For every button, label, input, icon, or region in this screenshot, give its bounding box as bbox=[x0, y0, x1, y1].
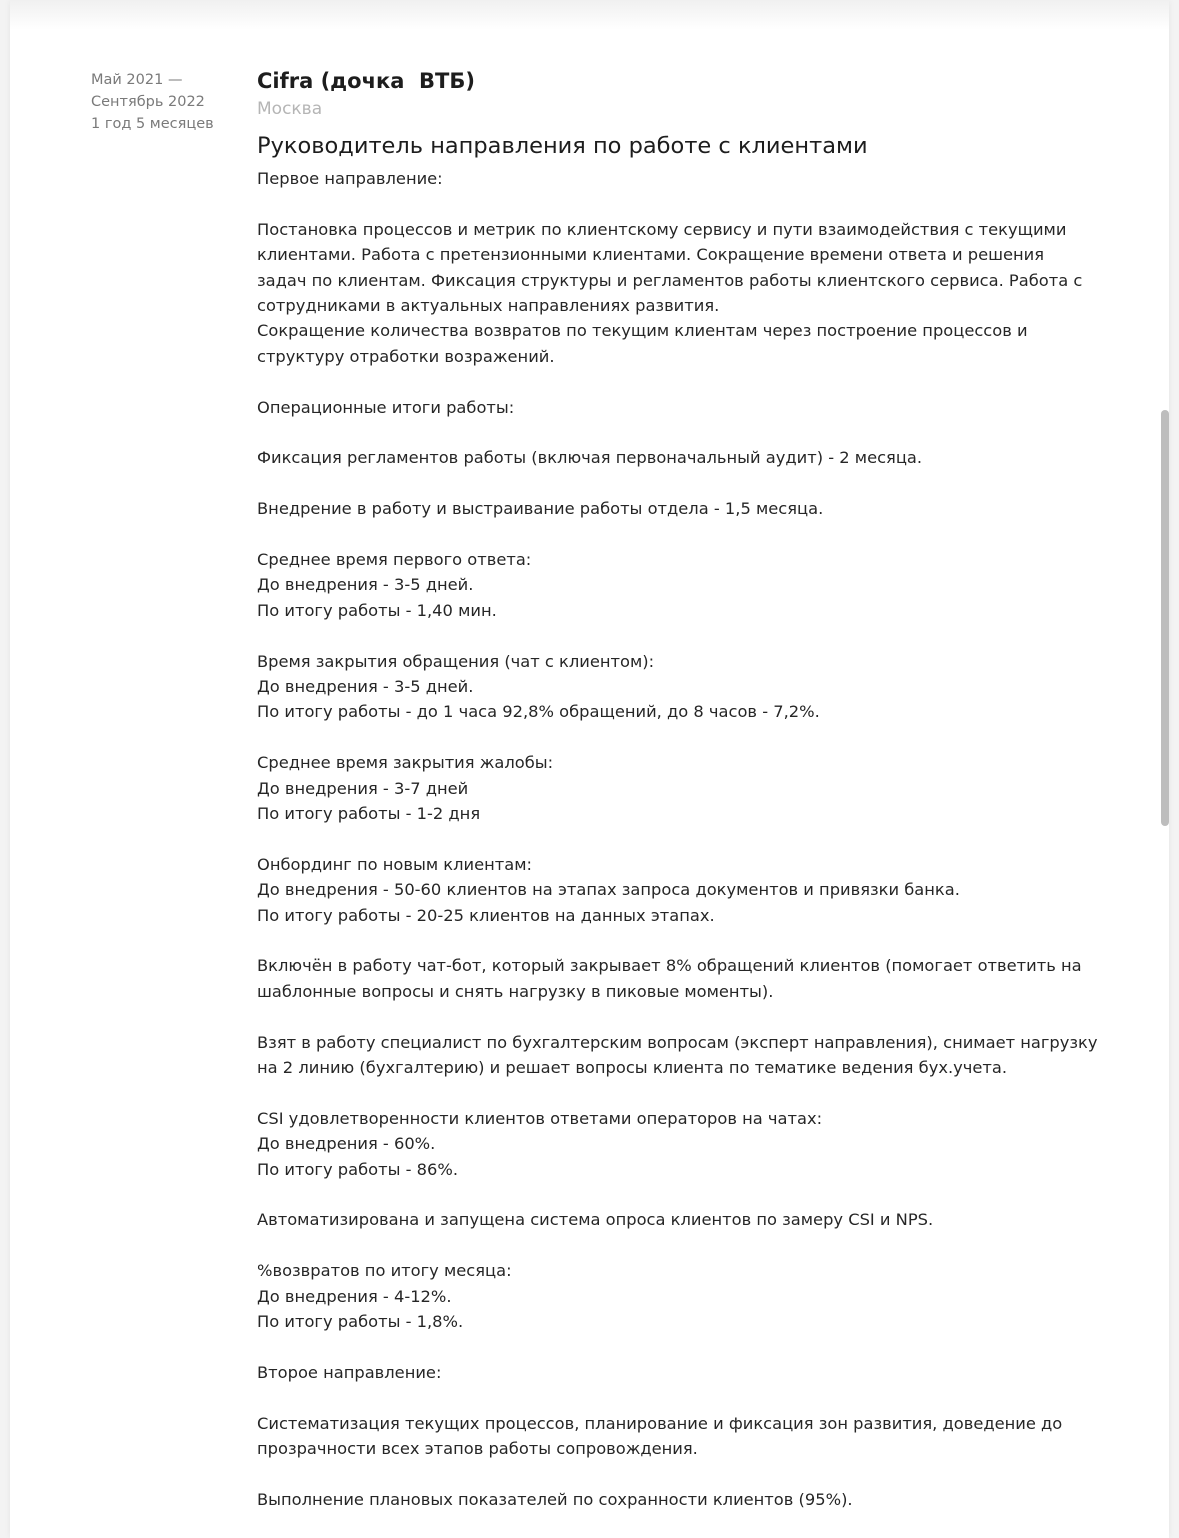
description-line: Среднее время закрытия жалобы: bbox=[257, 753, 554, 773]
description-line: Постановка процессов и метрик по клиентскому сервису и пути взаимодействия с текущими bbox=[257, 219, 1067, 239]
blank-line bbox=[257, 1233, 1117, 1258]
description-line: По итогу работы - 1,8%. bbox=[257, 1312, 464, 1332]
experience-content bbox=[257, 66, 1117, 1512]
blank-line bbox=[257, 1385, 1117, 1410]
description-line: Первое направление: bbox=[257, 169, 443, 188]
description-line: Второе направление: bbox=[257, 1362, 442, 1382]
description-line: Внедрение в работу и выстраивание работы отдела - 1,5 месяца. bbox=[257, 499, 824, 519]
description-line: Время закрытия обращения (чат с клиентом): bbox=[257, 651, 655, 671]
experience-period bbox=[91, 69, 241, 135]
description-line: шаблонные вопросы и снять нагрузку в пиковые моменты). bbox=[257, 981, 774, 1001]
blank-line bbox=[257, 420, 1117, 445]
description-line: Онбординг по новым клиентам: bbox=[257, 854, 533, 874]
blank-line bbox=[257, 1004, 1117, 1029]
description-line: По итогу работы - 1,40 мин. bbox=[257, 600, 497, 620]
description-line: Фиксация регламентов работы (включая первоначальный аудит) - 2 месяца. bbox=[257, 448, 923, 468]
blank-line bbox=[257, 1461, 1117, 1486]
blank-line bbox=[257, 1080, 1117, 1105]
blank-line bbox=[257, 522, 1117, 547]
description-line: на 2 линию (бухгалтерию) и решает вопросы клиента по тематике ведения бух.учета. bbox=[257, 1058, 1008, 1078]
description-line: До внедрения - 4-12%. bbox=[257, 1286, 452, 1306]
description-line: Взят в работу специалист по бухгалтерским вопросам (эксперт направления), снимает нагрузку bbox=[257, 1032, 1098, 1052]
scrollbar-thumb[interactable] bbox=[1161, 410, 1169, 826]
position-title: Руководитель направления по работе с клиентами bbox=[257, 133, 868, 159]
description-line: По итогу работы - 20-25 клиентов на данных этапах. bbox=[257, 905, 715, 925]
blank-line bbox=[257, 1334, 1117, 1359]
description-line: Выполнение плановых показателей по сохранности клиентов (95%). bbox=[257, 1489, 853, 1509]
description-line: клиентами. Работа с претензионными клиентами. Сокращение времени ответа и решения bbox=[257, 245, 1045, 265]
description-line: Систематизация текущих процессов, планирование и фиксация зон развития, доведение до bbox=[257, 1413, 1063, 1433]
description-line: По итогу работы - 1-2 дня bbox=[257, 804, 481, 824]
description-line: По итогу работы - 86%. bbox=[257, 1159, 459, 1179]
job-description bbox=[257, 166, 1117, 1512]
blank-line bbox=[257, 826, 1117, 851]
description-line: До внедрения - 3-7 дней bbox=[257, 778, 469, 798]
description-line: До внедрения - 60%. bbox=[257, 1134, 436, 1154]
period-start: Май 2021 — bbox=[91, 72, 183, 88]
description-line: задач по клиентам. Фиксация структуры и регламентов работы клиентского сервиса. Работа с bbox=[257, 270, 1083, 290]
description-line: Включён в работу чат-бот, который закрывает 8% обращений клиентов (помогает ответить на bbox=[257, 956, 1082, 976]
description-line: До внедрения - 50-60 клиентов на этапах запроса документов и привязки банка. bbox=[257, 880, 960, 900]
resume-page bbox=[10, 0, 1169, 1538]
description-line: По итогу работы - до 1 часа 92,8% обращений, до 8 часов - 7,2%. bbox=[257, 702, 820, 722]
description-line: Среднее время первого ответа: bbox=[257, 550, 532, 570]
company-city: Москва bbox=[257, 99, 323, 119]
blank-line bbox=[257, 623, 1117, 648]
blank-line bbox=[257, 928, 1117, 953]
description-line: прозрачности всех этапов работы сопровождения. bbox=[257, 1439, 698, 1459]
description-line: %возвратов по итогу месяца: bbox=[257, 1261, 512, 1281]
blank-line bbox=[257, 1182, 1117, 1207]
blank-line bbox=[257, 471, 1117, 496]
description-line: сотрудниками в актуальных направлениях развития. bbox=[257, 296, 720, 316]
description-line: Автоматизирована и запущена система опроса клиентов по замеру CSI и NPS. bbox=[257, 1210, 934, 1230]
description-line: CSI удовлетворенности клиентов ответами операторов на чатах: bbox=[257, 1108, 823, 1128]
blank-line bbox=[257, 369, 1117, 394]
description-line: Операционные итоги работы: bbox=[257, 397, 515, 417]
blank-line bbox=[257, 725, 1117, 750]
top-shadow bbox=[10, 0, 1169, 30]
period-duration: 1 год 5 месяцев bbox=[91, 116, 214, 132]
description-line: До внедрения - 3-5 дней. bbox=[257, 677, 474, 697]
period-end: Сентябрь 2022 bbox=[91, 94, 205, 110]
blank-line bbox=[257, 191, 1117, 216]
description-line: структуру отработки возражений. bbox=[257, 346, 555, 366]
description-line: Сокращение количества возвратов по текущим клиентам через построение процессов и bbox=[257, 321, 1028, 341]
company-name: Cifra (дочка ВТБ) bbox=[257, 69, 475, 93]
description-line: До внедрения - 3-5 дней. bbox=[257, 575, 474, 595]
